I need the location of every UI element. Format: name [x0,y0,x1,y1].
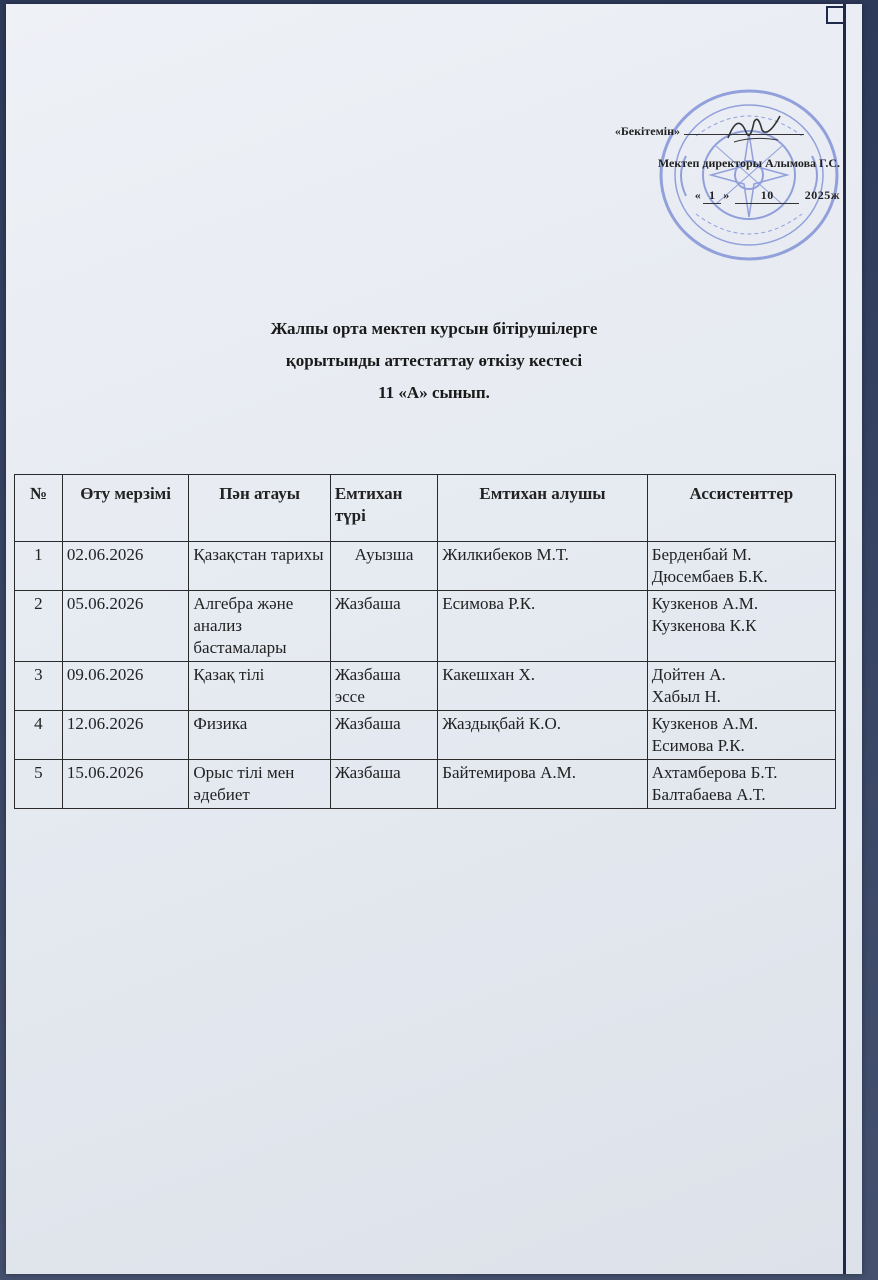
row-exam-type: Ауызша [330,542,437,591]
row-subject: Қазақстан тарихы [189,542,330,591]
row-assistants [647,662,835,711]
row-exam-type: Жазбаша [330,760,437,809]
row-examiner: Какешхан Х. [438,662,648,711]
row-date: 15.06.2026 [62,760,189,809]
row-examiner: Есимова Р.К. [438,591,648,662]
assistant-name: Берденбай М. [651,545,752,564]
approval-line [615,124,804,139]
row-examiner: Жаздықбай К.О. [438,711,648,760]
page-corner-mark [826,6,846,24]
table-row [15,711,836,760]
date-day: 1 [703,188,721,204]
table-row [15,591,836,662]
assistant-name: Дюсембаев Б.К. [651,567,768,586]
table-row [15,760,836,809]
row-examiner: Жилкибеков М.Т. [438,542,648,591]
approval-date [695,188,840,204]
row-date: 09.06.2026 [62,662,189,711]
row-subject: Физика [189,711,330,760]
assistant-name: Хабыл Н. [651,687,721,706]
row-exam-type: Жазбаша [330,591,437,662]
row-number: 5 [15,760,63,809]
header-number: № [15,475,63,542]
date-month: 10 [735,188,799,204]
assistant-name: Кузкенов А.М. [651,594,759,613]
row-assistants [647,542,835,591]
header-exam-type: Емтихан түрі [330,475,437,542]
title-line-2: қорытынды аттестаттау өткізу кестесі [285,351,583,370]
row-examiner: Байтемирова А.М. [438,760,648,809]
document-page [6,4,862,1274]
row-exam-type: Жазбаша [330,711,437,760]
document-title [6,316,862,412]
signature-blank [684,134,804,135]
row-number: 2 [15,591,63,662]
director-line: Мектеп директоры Алымова Г.С. [657,156,840,170]
header-date: Өту мерзімі [62,475,189,542]
date-year: 2025ж [804,188,840,202]
header-assistants: Ассистенттер [647,475,835,542]
title-line-1: Жалпы орта мектеп курсын бітірушілерге [270,319,598,338]
date-open-quote: « [694,188,702,202]
row-assistants [647,591,835,662]
title-line-3: 11 «А» сынып. [378,383,490,402]
assistant-name: Балтабаева А.Т. [651,785,766,804]
row-number: 4 [15,711,63,760]
exam-schedule-table [14,474,836,809]
row-number: 3 [15,662,63,711]
row-subject: Алгебра және анализ бастамалары [189,591,330,662]
page-border [843,4,846,1274]
row-date: 12.06.2026 [62,711,189,760]
row-date: 05.06.2026 [62,591,189,662]
assistant-name: Есимова Р.К. [651,736,745,755]
header-examiner: Емтихан алушы [438,475,648,542]
row-assistants [647,711,835,760]
approved-label: «Бекітемін» [614,124,680,138]
assistant-name: Кузкенова К.К [651,616,757,635]
header-subject: Пән атауы [189,475,330,542]
table-row [15,542,836,591]
row-number: 1 [15,542,63,591]
assistant-name: Кузкенов А.М. [651,714,759,733]
table-header-row [15,475,836,542]
assistant-name: Дойтен А. [651,665,726,684]
row-assistants [647,760,835,809]
row-date: 02.06.2026 [62,542,189,591]
row-subject: Орыс тілі мен әдебиет [189,760,330,809]
assistant-name: Ахтамберова Б.Т. [651,763,778,782]
row-subject: Қазақ тілі [189,662,330,711]
table-row [15,662,836,711]
date-close-quote: » [723,188,730,202]
row-exam-type: Жазбаша эссе [330,662,437,711]
approval-block [560,116,840,216]
